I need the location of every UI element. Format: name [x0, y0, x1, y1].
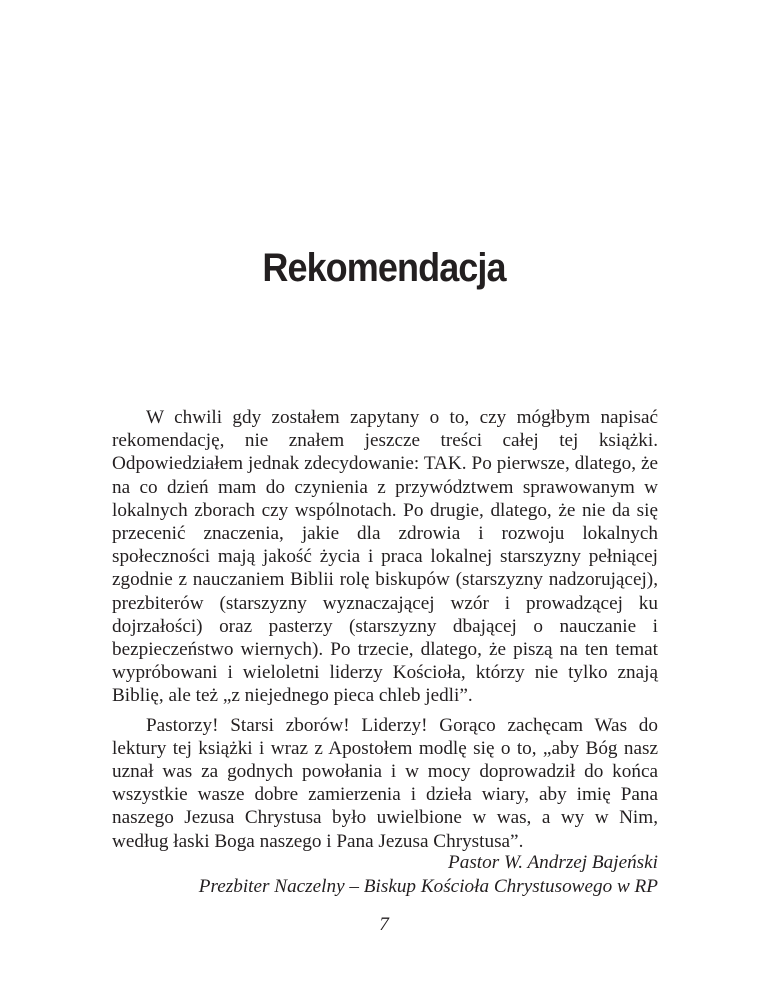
signature-role: Prezbiter Naczelny – Biskup Kościoła Chrystusowego w RP	[198, 876, 658, 897]
paragraph-1: W chwili gdy zostałem zapytany o to, czy mógłbym napisać rekomendację, nie znałem jeszcze treści całej tej książki. Odpowiedziałem jednak zdecydowanie: TAK. Po pierwsze, dlatego, że na co dzień mam do czynienia z przywództwem sprawowanym w lokalnych zborach czy wspólnotach. Po drugie, dlatego, że nie da się przecenić znaczenia, jakie dla zdrowia i rozwoju lokalnych społeczności mają jakość życia i praca lokalnej starszyzny pełniącej zgodnie z nauczaniem Biblii rolę biskupów (starszyzny nadzorującej), prezbiterów (starszyzny wyznaczającej wzór i prowadzącej ku dojrzałości) oraz pasterzy (starszyzny dbającej o nauczanie i bezpieczeństwo wiernych). Po trzecie, dlatego, że piszą na ten temat wypróbowani i wieloletni liderzy Kościoła, którzy nie tylko znają Biblię, ale też „z niejednego pieca chleb jedli”.	[112, 407, 658, 707]
paragraph-2: Pastorzy! Starsi zborów! Liderzy! Gorąco zachęcam Was do lektury tej książki i wraz z Apostołem modlę się o to, „aby Bóg nasz uznał was za godnych powołania i w mocy doprowadził do końca wszystkie wasze dobre zamierzenia i dzieła wiary, aby imię Pana naszego Jezusa Chrystusa było uwielbione w was, a wy w Nim, według łaski Boga naszego i Pana Jezusa Chrystusa”.	[112, 714, 658, 852]
page-number: 7	[379, 914, 389, 935]
signature-block	[199, 851, 658, 899]
signature-name: Pastor W. Andrzej Bajeński	[448, 852, 658, 873]
page-title: Rekomendacja	[262, 246, 506, 290]
recommendation-body	[112, 406, 658, 853]
